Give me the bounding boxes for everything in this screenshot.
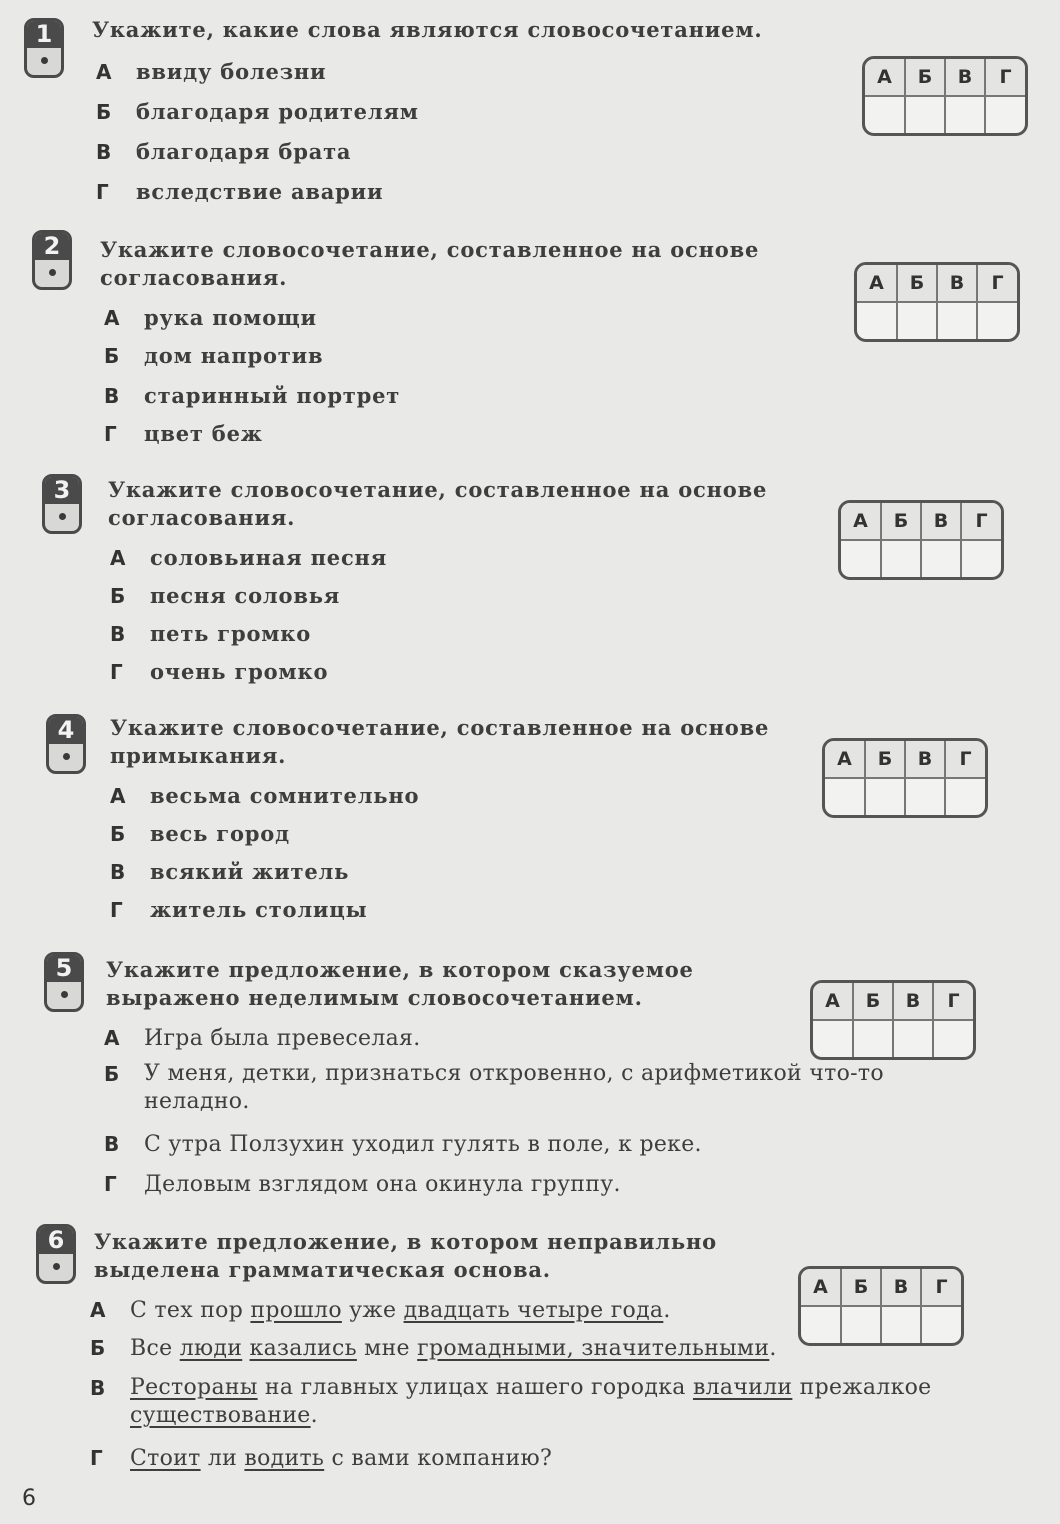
page-number: 6: [22, 1486, 36, 1511]
option-c[interactable]: В петь громко: [110, 621, 312, 646]
difficulty-dot-icon: [53, 1263, 60, 1270]
option-c[interactable]: В Рестораны на главных улицах нашего городка влачили прежалкое существование.: [90, 1375, 932, 1428]
answer-header-b: Б: [853, 983, 893, 1020]
task-number-badge: [46, 714, 86, 774]
answer-header-b: Б: [881, 503, 921, 540]
task-number: 1: [27, 21, 61, 48]
answer-cell-a[interactable]: [857, 302, 897, 339]
task-number: 3: [45, 477, 79, 504]
task-number: 5: [47, 955, 81, 982]
answer-cell-a[interactable]: [813, 1020, 853, 1057]
answer-cell-d[interactable]: [921, 1306, 961, 1343]
difficulty-dot-icon: [63, 753, 70, 760]
option-c[interactable]: В благодаря брата: [96, 139, 352, 164]
question-text: Укажите словосочетание, составленное на основе согласования.: [100, 237, 760, 290]
option-a[interactable]: А рука помощи: [104, 305, 317, 330]
answer-cell-b[interactable]: [841, 1306, 881, 1343]
subject-underline: люди: [179, 1336, 243, 1361]
task-number-badge: [32, 230, 72, 290]
answer-cell-c[interactable]: [945, 96, 985, 133]
option-d[interactable]: Г Стоит ли водить с вами компанию?: [90, 1446, 553, 1471]
task-number: 4: [49, 717, 83, 744]
answer-header-d: Г: [933, 983, 973, 1020]
option-b[interactable]: Б У меня, детки, признаться откровенно, с арифметикой что-то неладно.: [104, 1061, 884, 1114]
answer-cell-c[interactable]: [893, 1020, 933, 1057]
answer-cell-b[interactable]: [897, 302, 937, 339]
task-number-badge: [42, 474, 82, 534]
answer-header-d: Г: [961, 503, 1001, 540]
option-c[interactable]: В С утра Ползухин уходил гулять в поле, к реке.: [104, 1132, 702, 1157]
answer-grid: [822, 738, 988, 818]
answer-cell-a[interactable]: [841, 540, 881, 577]
difficulty-dot-icon: [61, 991, 68, 998]
predicate-underline: прошло: [250, 1298, 342, 1323]
answer-header-c: В: [937, 265, 977, 302]
answer-header-a: А: [865, 59, 905, 96]
answer-header-b: Б: [897, 265, 937, 302]
option-b[interactable]: Б дом напротив: [104, 343, 324, 368]
answer-grid: [810, 980, 976, 1060]
answer-header-d: Г: [945, 741, 985, 778]
option-a[interactable]: А ввиду болезни: [96, 59, 327, 84]
subject-underline: Рестораны: [130, 1375, 258, 1400]
predicate-underline: влачили: [692, 1375, 793, 1400]
answer-cell-b[interactable]: [865, 778, 905, 815]
option-b[interactable]: Б весь город: [110, 821, 290, 846]
answer-header-a: А: [813, 983, 853, 1020]
answer-cell-a[interactable]: [865, 96, 905, 133]
option-a[interactable]: А весьма сомнительно: [110, 783, 420, 808]
task-number-badge: [44, 952, 84, 1012]
option-d[interactable]: Г Деловым взглядом она окинула группу.: [104, 1172, 621, 1197]
answer-header-c: В: [921, 503, 961, 540]
answer-cell-d[interactable]: [985, 96, 1025, 133]
option-a[interactable]: А Игра была превеселая.: [104, 1026, 421, 1051]
task-number: 6: [39, 1227, 73, 1254]
option-d[interactable]: Г вследствие аварии: [96, 179, 384, 204]
answer-header-b: Б: [865, 741, 905, 778]
answer-cell-c[interactable]: [905, 778, 945, 815]
task-number: 2: [35, 233, 69, 260]
answer-header-a: А: [841, 503, 881, 540]
subject-underline: водить: [244, 1446, 325, 1471]
difficulty-dot-icon: [49, 269, 56, 276]
option-d[interactable]: Г цвет беж: [104, 421, 263, 446]
answer-header-c: В: [905, 741, 945, 778]
answer-cell-c[interactable]: [921, 540, 961, 577]
answer-header-c: В: [893, 983, 933, 1020]
option-a[interactable]: А соловьиная песня: [110, 545, 388, 570]
question-text: Укажите, какие слова являются словосочетанием.: [92, 17, 763, 42]
option-b[interactable]: Б Все люди казались мне громадными, значительными.: [90, 1336, 777, 1361]
answer-header-d: Г: [921, 1269, 961, 1306]
task-number-badge: [24, 18, 64, 78]
subject-underline: двадцать четыре года: [403, 1298, 664, 1323]
answer-cell-c[interactable]: [881, 1306, 921, 1343]
answer-header-c: В: [881, 1269, 921, 1306]
answer-cell-a[interactable]: [825, 778, 865, 815]
predicate-underline: Стоит: [130, 1446, 201, 1471]
predicate-underline: казались: [249, 1336, 357, 1361]
answer-header-c: В: [945, 59, 985, 96]
answer-grid: [798, 1266, 964, 1346]
answer-header-a: А: [825, 741, 865, 778]
answer-cell-b[interactable]: [853, 1020, 893, 1057]
answer-grid: [862, 56, 1028, 136]
answer-cell-a[interactable]: [801, 1306, 841, 1343]
answer-header-a: А: [801, 1269, 841, 1306]
answer-cell-b[interactable]: [881, 540, 921, 577]
task-number-badge: [36, 1224, 76, 1284]
predicate-underline: громадными, значительными: [417, 1336, 770, 1361]
answer-cell-d[interactable]: [933, 1020, 973, 1057]
answer-grid: [854, 262, 1020, 342]
option-c[interactable]: В старинный портрет: [104, 383, 401, 408]
answer-header-d: Г: [985, 59, 1025, 96]
option-b[interactable]: Б песня соловья: [110, 583, 341, 608]
answer-cell-d[interactable]: [945, 778, 985, 815]
answer-cell-b[interactable]: [905, 96, 945, 133]
answer-cell-d[interactable]: [961, 540, 1001, 577]
option-a[interactable]: А С тех пор прошло уже двадцать четыре года.: [90, 1298, 671, 1323]
question-text: Укажите предложение, в котором неправильно выделена грамматическая основа.: [94, 1229, 717, 1282]
option-b[interactable]: Б благодаря родителям: [96, 99, 419, 124]
answer-header-d: Г: [977, 265, 1017, 302]
answer-cell-d[interactable]: [977, 302, 1017, 339]
option-d[interactable]: Г житель столицы: [110, 897, 368, 922]
option-c[interactable]: В всякий житель: [110, 859, 350, 884]
question-text: Укажите словосочетание, составленное на основе примыкания.: [110, 715, 770, 768]
answer-header-b: Б: [841, 1269, 881, 1306]
answer-header-b: Б: [905, 59, 945, 96]
question-text: Укажите предложение, в котором сказуемое выражено неделимым словосочетанием.: [106, 957, 694, 1010]
difficulty-dot-icon: [41, 57, 48, 64]
answer-header-a: А: [857, 265, 897, 302]
question-text: Укажите словосочетание, составленное на основе согласования.: [108, 477, 768, 530]
object-underline: существование: [130, 1403, 311, 1428]
answer-cell-c[interactable]: [937, 302, 977, 339]
option-d[interactable]: Г очень громко: [110, 659, 329, 684]
answer-grid: [838, 500, 1004, 580]
difficulty-dot-icon: [59, 513, 66, 520]
